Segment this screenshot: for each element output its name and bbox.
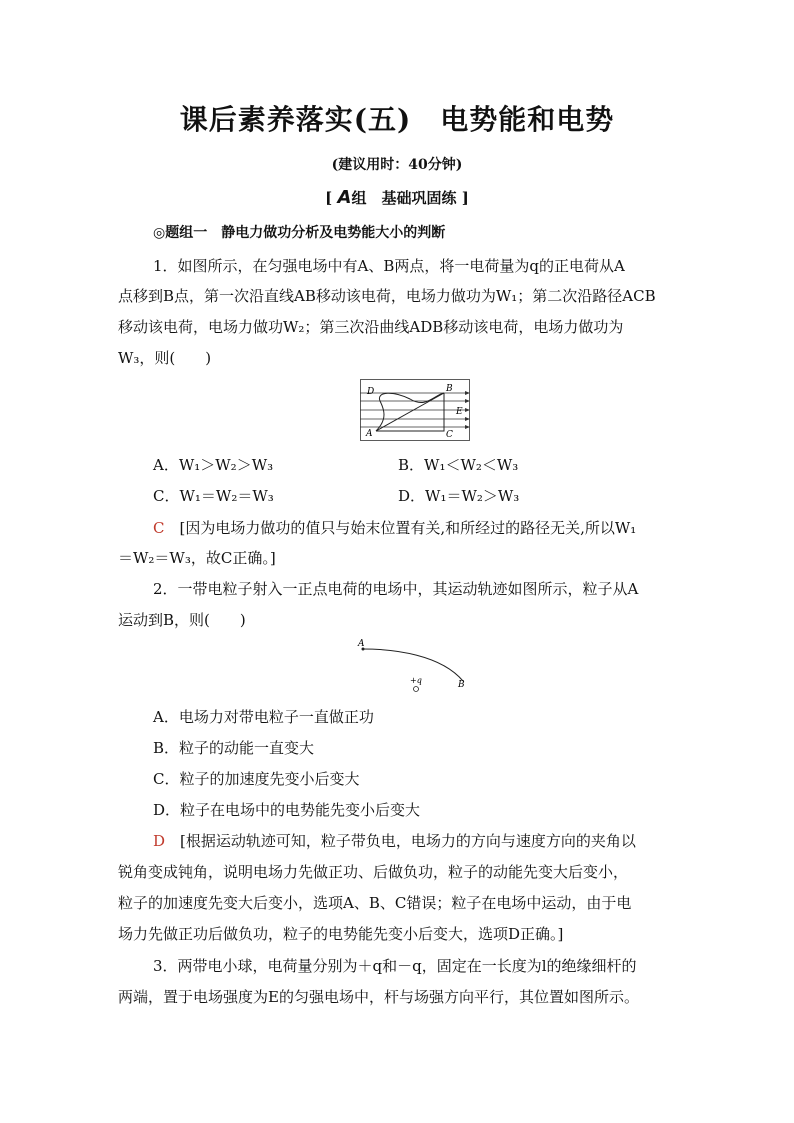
q2-option-c: C．粒子的加速度先变小后变大 [153,770,360,788]
q1-line-3: 移动该电荷，电场力做功W₂；第三次沿曲线ADB移动该电荷，电场力做功为 [118,318,624,336]
topic-heading: ◎题组一 静电力做功分析及电势能大小的判断 [153,225,446,241]
q2-answer: D [153,832,166,850]
q1-option-c: C．W₁＝W₂＝W₃ [153,487,274,505]
suggested-time: (建议用时：40分钟) [331,157,463,173]
q1-option-b: B．W₁＜W₂＜W₃ [398,456,519,474]
q1-option-a: A．W₁＞W₂＞W₃ [153,456,274,474]
q2-trajectory-figure [355,637,473,695]
q2-explanation-line-1 [153,830,636,851]
q1-line-2: 点移到B点，第一次沿直线AB移动该电荷，电场力做功为W₁；第二次沿路径ACB [118,287,656,305]
q2-line-2: 运动到B，则( ) [118,611,246,629]
q1-answer: C [153,519,165,537]
q1-line-4: W₃，则( ) [118,349,212,367]
q1-label-e: E [456,407,463,417]
q2-explanation-text-1: [根据运动轨迹可知，粒子带负电，电场力的方向与速度方向的夹角以 [180,832,636,850]
q2-explanation-line-4: 场力先做正功后做负功，粒子的电势能先变小后变大，选项D正确。] [118,925,564,943]
q2-line-1: 2．一带电粒子射入一正点电荷的电场中，其运动轨迹如图所示，粒子从A [153,580,639,598]
page-title: 课后素养落实(五) 电势能和电势 [179,103,615,136]
q2-option-b: B．粒子的动能一直变大 [153,739,315,757]
q2-label-a: A [358,639,365,649]
q2-option-a: A．电场力对带电粒子一直做正功 [153,708,374,726]
q2-option-d: D．粒子在电场中的电势能先变小后变大 [153,801,421,819]
bracket-open: [ [325,189,333,207]
bracket-close: ] [461,189,469,207]
q2-label-q: +q [410,676,422,685]
group-letter: A [337,187,352,208]
q1-label-c: C [446,430,453,440]
q1-label-d: D [367,387,375,397]
q1-field-figure [360,379,470,441]
q1-option-d: D．W₁＝W₂＞W₃ [398,487,520,505]
group-header [0,187,794,208]
q1-label-b: B [446,384,453,394]
q2-explanation-line-2: 锐角变成钝角，说明电场力先做正功、后做负功，粒子的动能先变大后变小， [118,863,629,881]
q1-label-a: A [366,429,373,439]
q1-explanation-line-1 [153,517,636,538]
q2-label-b: B [458,680,465,690]
q1-line-1: 1．如图所示，在匀强电场中有A、B两点，将一电荷量为q的正电荷从A [153,257,625,275]
q3-line-2: 两端，置于电场强度为E的匀强电场中，杆与场强方向平行，其位置如图所示。 [118,988,639,1006]
q1-explanation-line-2: ＝W₂＝W₃，故C正确。] [118,549,276,567]
q3-line-1: 3．两带电小球，电荷量分别为＋q和－q，固定在一长度为l的绝缘细杆的 [153,957,637,975]
group-label: 组 基础巩固练 [351,189,457,207]
q1-explanation-text-1: [因为电场力做功的值只与始末位置有关,和所经过的路径无关,所以W₁ [179,519,637,537]
q2-explanation-line-3: 粒子的加速度先变大后变小，选项A、B、C错误；粒子在电场中运动，由于电 [118,894,632,912]
